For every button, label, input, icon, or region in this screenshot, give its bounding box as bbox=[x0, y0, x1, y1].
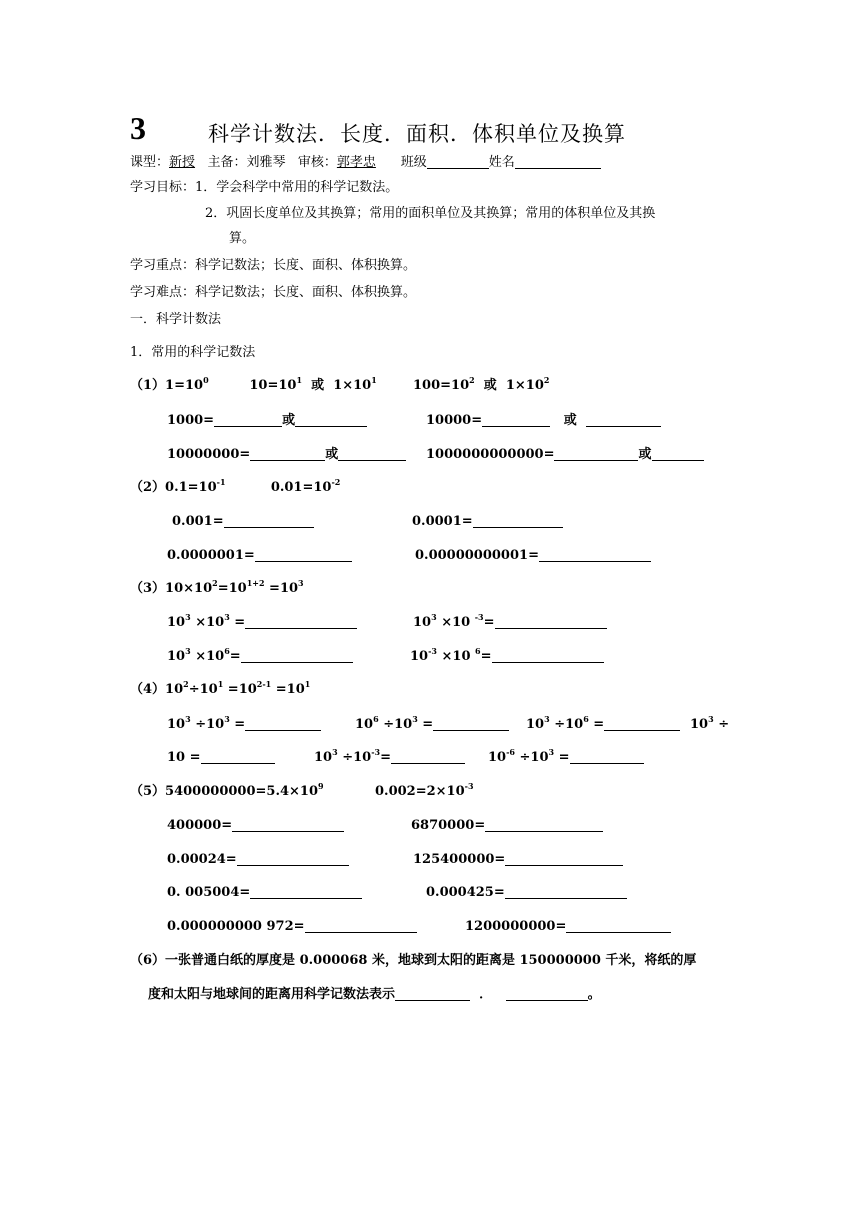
goal-item-2a: 2．巩固长度单位及其换算；常用的面积单位及其换算；常用的体积单位及其换 bbox=[205, 206, 656, 221]
expr: =10 bbox=[264, 581, 299, 596]
exponent: 9 bbox=[318, 781, 324, 791]
expr: 10 bbox=[165, 682, 184, 697]
expr: 0.1=10 bbox=[165, 480, 217, 495]
expr: = bbox=[483, 615, 495, 630]
problem-2-q3 bbox=[167, 546, 352, 566]
problem-4-q4-end bbox=[167, 748, 275, 768]
expr: =10 bbox=[271, 682, 305, 697]
problem-6-line-2 bbox=[148, 985, 601, 1005]
exponent: 6 bbox=[224, 646, 230, 656]
expr: 0.01=10 bbox=[270, 480, 332, 495]
exponent: 2 bbox=[183, 679, 189, 689]
answer-blank[interactable] bbox=[250, 446, 325, 461]
problem-5-q5 bbox=[167, 883, 362, 903]
reviewer-label: 审核： bbox=[297, 155, 337, 170]
exponent: 0 bbox=[203, 375, 209, 385]
problem-3-q2 bbox=[413, 613, 607, 633]
expr: =10 bbox=[223, 682, 257, 697]
expr: 10 bbox=[167, 649, 186, 664]
exponent: 1 bbox=[304, 679, 311, 689]
expr: ÷10 bbox=[337, 750, 372, 765]
expr: ×10 bbox=[190, 615, 225, 630]
exponent: 3 bbox=[544, 714, 550, 724]
expr: ÷10 bbox=[378, 717, 413, 732]
exponent: 2 bbox=[469, 375, 475, 385]
end-mark: 。 bbox=[587, 987, 601, 1002]
exponent: -2 bbox=[331, 477, 341, 487]
goal-item-1: 1．学会科学中常用的科学记数法。 bbox=[195, 180, 399, 195]
question-text: 10000= bbox=[426, 413, 483, 428]
or-text: 或 bbox=[282, 413, 296, 428]
question-text: 0.000425= bbox=[426, 885, 505, 900]
exponent: 2-1 bbox=[256, 679, 272, 689]
expr: 10=10 bbox=[249, 378, 297, 393]
expr: = bbox=[588, 717, 605, 732]
class-blank[interactable] bbox=[427, 154, 489, 169]
expr: 10 bbox=[690, 717, 709, 732]
question-text: 0.0000001= bbox=[167, 548, 255, 563]
problem-1-q2 bbox=[426, 411, 661, 431]
expr: ÷10 bbox=[190, 717, 225, 732]
expr: ×10 bbox=[436, 649, 476, 664]
expr: 0.002=2×10 bbox=[375, 784, 465, 799]
answer-blank[interactable] bbox=[505, 884, 627, 899]
problem-5-q1 bbox=[167, 816, 344, 836]
expr: =10 bbox=[217, 581, 247, 596]
exponent: 6 bbox=[373, 714, 379, 724]
answer-blank[interactable] bbox=[305, 918, 417, 933]
key-points: 学习重点：科学记数法；长度、面积、体积换算。 bbox=[130, 258, 417, 273]
expr: 1×10 bbox=[333, 378, 372, 393]
problem-2-q1 bbox=[172, 512, 314, 532]
expr: ÷10 bbox=[514, 750, 549, 765]
answer-blank[interactable] bbox=[391, 749, 465, 764]
lesson-number: 3 bbox=[130, 110, 146, 146]
answer-blank[interactable] bbox=[506, 986, 588, 1001]
answer-blank[interactable] bbox=[224, 513, 314, 528]
problem-2-examples bbox=[130, 478, 340, 498]
answer-blank[interactable] bbox=[492, 648, 604, 663]
exponent: 1 bbox=[296, 375, 303, 385]
exponent: 3 bbox=[185, 612, 191, 622]
answer-blank[interactable] bbox=[201, 749, 275, 764]
exponent: 3 bbox=[708, 714, 714, 724]
or-text: 或 bbox=[311, 378, 325, 393]
expr: 10 bbox=[413, 615, 432, 630]
exponent: 2 bbox=[212, 578, 218, 588]
answer-blank[interactable] bbox=[241, 648, 353, 663]
problem-1-examples bbox=[130, 376, 549, 396]
editor-label: 主备： bbox=[207, 155, 247, 170]
answer-blank[interactable] bbox=[554, 446, 638, 461]
exponent: -6 bbox=[506, 747, 515, 757]
expr: 1=10 bbox=[165, 378, 204, 393]
problem-4-q6 bbox=[488, 748, 644, 768]
name-blank[interactable] bbox=[515, 154, 601, 169]
question-text: 0.00024= bbox=[167, 852, 237, 867]
expr: 10 bbox=[355, 717, 374, 732]
answer-blank[interactable] bbox=[250, 884, 362, 899]
exponent: 3 bbox=[298, 578, 304, 588]
answer-blank[interactable] bbox=[245, 716, 321, 731]
problem-1-q3 bbox=[167, 445, 406, 465]
answer-blank[interactable] bbox=[505, 851, 623, 866]
answer-blank[interactable] bbox=[338, 446, 406, 461]
expr: 10 bbox=[167, 717, 186, 732]
expr: 1×10 bbox=[505, 378, 544, 393]
or-text: 或 bbox=[563, 413, 577, 428]
difficult-points: 学习难点：科学记数法；长度、面积、体积换算。 bbox=[130, 285, 417, 300]
question-text: 0.0001= bbox=[412, 514, 473, 529]
exponent: 6 bbox=[583, 714, 589, 724]
problem-5-q4 bbox=[413, 850, 623, 870]
expr: = bbox=[229, 615, 246, 630]
question-text: 6870000= bbox=[411, 818, 486, 833]
expr: 10 bbox=[488, 750, 507, 765]
question-text: 125400000= bbox=[413, 852, 506, 867]
answer-blank[interactable] bbox=[586, 412, 661, 427]
problem-5-q7 bbox=[167, 917, 417, 937]
expr: = bbox=[417, 717, 434, 732]
question-text: 0.00000000001= bbox=[415, 548, 539, 563]
answer-blank[interactable] bbox=[566, 918, 671, 933]
question-text: 1200000000= bbox=[465, 919, 567, 934]
answer-blank[interactable] bbox=[485, 817, 603, 832]
problem-4-q2 bbox=[355, 715, 509, 735]
separator: ． bbox=[479, 987, 493, 1002]
expr: = bbox=[229, 649, 241, 664]
problem-5-example-2 bbox=[375, 782, 474, 802]
question-text: 1000000000000= bbox=[426, 447, 555, 462]
exponent: 1 bbox=[217, 679, 224, 689]
problem-3-q3 bbox=[167, 647, 353, 667]
problem-2-label: （2） bbox=[130, 480, 166, 495]
expr: 10 bbox=[167, 615, 186, 630]
goals-label: 学习目标： bbox=[130, 180, 196, 195]
expr: ÷10 bbox=[549, 717, 584, 732]
problem-4-q4-start bbox=[690, 715, 729, 735]
exponent: 1+2 bbox=[246, 578, 265, 588]
goal-item-2b: 算。 bbox=[229, 231, 256, 246]
exponent: 3 bbox=[548, 747, 555, 757]
problem-1-label: （1） bbox=[130, 378, 166, 393]
problem-3-q4 bbox=[410, 647, 604, 667]
question-text: 0.001= bbox=[172, 514, 224, 529]
expr: 10 bbox=[410, 649, 429, 664]
exponent: 3 bbox=[224, 714, 230, 724]
expr: 10 bbox=[526, 717, 545, 732]
answer-blank[interactable] bbox=[495, 614, 607, 629]
exponent: -1 bbox=[216, 477, 226, 487]
exponent: -3 bbox=[464, 781, 474, 791]
question-text: 0. 005004= bbox=[167, 885, 251, 900]
problem-2-q4 bbox=[415, 546, 651, 566]
expr: ÷10 bbox=[188, 682, 218, 697]
problem-4-example bbox=[130, 680, 310, 700]
lesson-title: 科学计数法．长度．面积．体积单位及换算 bbox=[208, 122, 626, 146]
expr: 5400000000=5.4×10 bbox=[165, 784, 318, 799]
exponent: 3 bbox=[332, 747, 338, 757]
course-type: 新授 bbox=[169, 155, 196, 170]
meta-line bbox=[130, 153, 601, 173]
exponent: -3 bbox=[428, 646, 437, 656]
expr: = bbox=[380, 750, 391, 765]
problem-6-line-1: （6）一张普通白纸的厚度是 0.000068 米，地球到太阳的距离是 150000000 千米，将纸的厚 bbox=[130, 953, 697, 968]
problem-4-q1 bbox=[167, 715, 321, 735]
expr: = bbox=[554, 750, 570, 765]
section-1-title: 一．科学计数法 bbox=[130, 312, 222, 327]
problem-2-q2 bbox=[412, 512, 563, 532]
problem-5-examples bbox=[130, 782, 324, 802]
answer-blank[interactable] bbox=[237, 851, 349, 866]
problem-1-q4 bbox=[426, 445, 704, 465]
editor: 刘雅琴 bbox=[246, 155, 286, 170]
answer-blank[interactable] bbox=[433, 716, 509, 731]
exponent: 3 bbox=[431, 612, 437, 622]
answer-blank[interactable] bbox=[255, 547, 352, 562]
question-text: 1000= bbox=[167, 413, 215, 428]
problem-4-q3 bbox=[526, 715, 680, 735]
answer-blank[interactable] bbox=[482, 412, 550, 427]
answer-blank[interactable] bbox=[395, 986, 470, 1001]
expr: 100=10 bbox=[413, 378, 470, 393]
exponent: 1 bbox=[371, 375, 377, 385]
expr: 10×10 bbox=[165, 581, 213, 596]
problem-5-q3 bbox=[167, 850, 349, 870]
class-label: 班级 bbox=[400, 155, 427, 170]
exponent: 3 bbox=[185, 646, 191, 656]
goals-line-1 bbox=[130, 178, 398, 198]
exponent: 3 bbox=[224, 612, 230, 622]
question-text: 度和太阳与地球间的距离用科学记数法表示 bbox=[148, 987, 396, 1002]
reviewer: 郭孝忠 bbox=[336, 155, 376, 170]
name-label: 姓名 bbox=[488, 155, 515, 170]
exponent: 6 bbox=[475, 646, 481, 656]
question-text: 400000= bbox=[167, 818, 233, 833]
or-text: 或 bbox=[325, 447, 339, 462]
expr: ÷ bbox=[713, 717, 730, 732]
problem-5-q6 bbox=[426, 883, 627, 903]
subsection-1-title: 1．常用的科学记数法 bbox=[130, 345, 256, 360]
problem-4-q5 bbox=[314, 748, 465, 768]
problem-4-label: （4） bbox=[130, 682, 166, 697]
exponent: -3 bbox=[474, 612, 484, 622]
problem-3-example bbox=[130, 579, 304, 599]
exponent: -3 bbox=[371, 747, 381, 757]
problem-5-label: （5） bbox=[130, 784, 166, 799]
course-type-label: 课型： bbox=[130, 155, 170, 170]
answer-blank[interactable] bbox=[295, 412, 367, 427]
question-text: 10000000= bbox=[167, 447, 251, 462]
answer-blank[interactable] bbox=[214, 412, 282, 427]
expr: = bbox=[229, 717, 246, 732]
problem-5-q8 bbox=[465, 917, 671, 937]
problem-3-q1 bbox=[167, 613, 357, 633]
exponent: 3 bbox=[412, 714, 418, 724]
or-text: 或 bbox=[638, 447, 652, 462]
expr: = bbox=[480, 649, 492, 664]
problem-5-q2 bbox=[411, 816, 603, 836]
answer-blank[interactable] bbox=[473, 513, 563, 528]
answer-blank[interactable] bbox=[652, 446, 704, 461]
answer-blank[interactable] bbox=[604, 716, 680, 731]
answer-blank[interactable] bbox=[245, 614, 357, 629]
expr: 10 = bbox=[167, 750, 201, 765]
exponent: 2 bbox=[543, 375, 550, 385]
answer-blank[interactable] bbox=[570, 749, 644, 764]
or-text: 或 bbox=[483, 378, 497, 393]
expr: 10 bbox=[314, 750, 333, 765]
exponent: 3 bbox=[185, 714, 191, 724]
problem-3-label: （3） bbox=[130, 581, 166, 596]
answer-blank[interactable] bbox=[539, 547, 651, 562]
expr: ×10 bbox=[190, 649, 225, 664]
question-text: 0.000000000 972= bbox=[167, 919, 305, 934]
answer-blank[interactable] bbox=[232, 817, 344, 832]
problem-1-q1 bbox=[167, 411, 367, 431]
expr: ×10 bbox=[436, 615, 475, 630]
